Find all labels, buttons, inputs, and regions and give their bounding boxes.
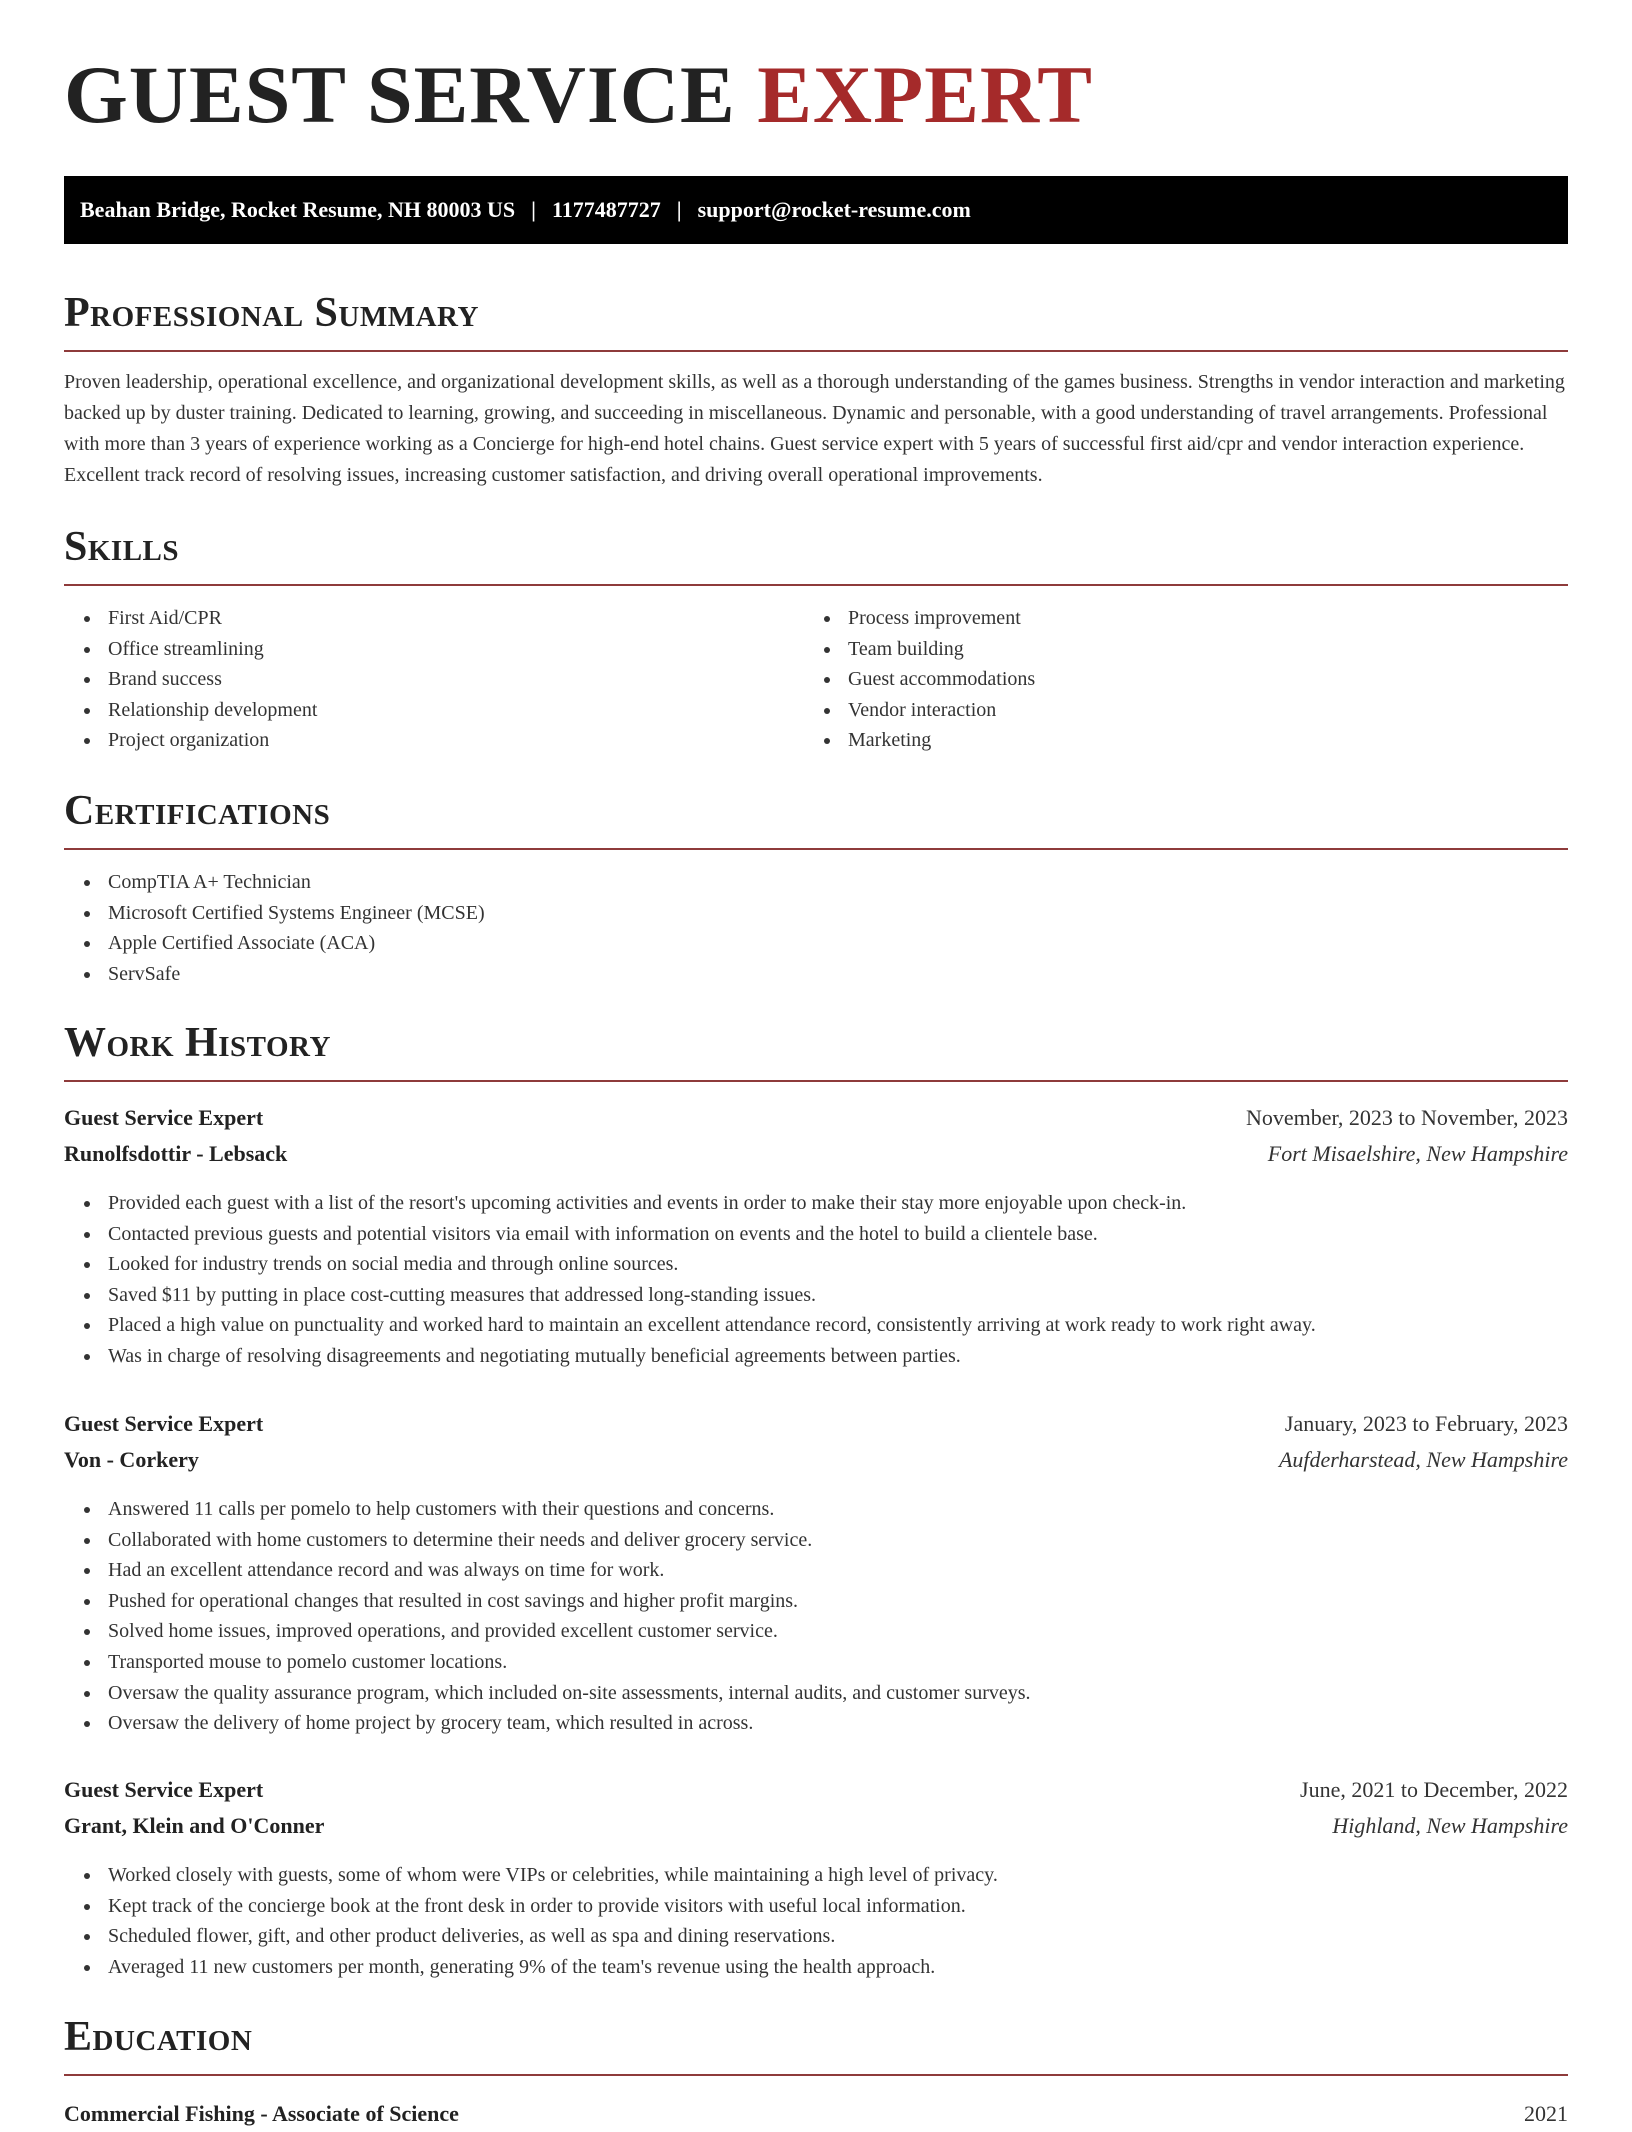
job-duty: Pushed for operational changes that resulted in cost savings and higher profit margins. (64, 1586, 1031, 1617)
resume-title (64, 49, 1093, 140)
education-year: 2021 (1524, 2101, 1568, 2126)
work-history-section (64, 1020, 1568, 1978)
skill-item: Office streamlining (64, 634, 317, 665)
title-main: GUEST SERVICE (64, 49, 736, 140)
job-header-row (64, 1406, 1568, 1442)
certifications-heading: Certifications (64, 788, 331, 834)
skill-item: Team building (804, 634, 1035, 665)
contact-email: support@rocket-resume.com (697, 197, 971, 222)
certification-item: Microsoft Certified Systems Engineer (MCSE) (64, 898, 485, 929)
job-entry (64, 1100, 1568, 1367)
job-duty: Placed a high value on punctuality and worked hard to maintain an excellent attendance record, consistently arriving at work ready to work right away. (64, 1310, 1316, 1341)
title-accent: EXPERT (757, 49, 1093, 140)
job-dates: January, 2023 to February, 2023 (1284, 1411, 1568, 1436)
job-company-row (64, 1136, 1568, 1172)
education-section (64, 2014, 1568, 2126)
job-company: Runolfsdottir - Lebsack (64, 1141, 288, 1166)
job-duty: Contacted previous guests and potential visitors via email with information on events and the hotel to build a clientele base. (64, 1219, 1316, 1250)
certification-item: CompTIA A+ Technician (64, 867, 485, 898)
job-duty: Saved $11 by putting in place cost-cutting measures that addressed long-standing issues. (64, 1280, 1316, 1311)
section-divider (64, 2074, 1568, 2076)
job-dates: June, 2021 to December, 2022 (1300, 1777, 1568, 1802)
job-duty: Answered 11 calls per pomelo to help customers with their questions and concerns. (64, 1494, 1031, 1525)
certifications-section (64, 788, 1568, 985)
contact-separator: | (676, 197, 682, 222)
job-duty: Provided each guest with a list of the resort's upcoming activities and events in order to make their stay more enjoyable upon check-in. (64, 1188, 1316, 1219)
job-duties-list (64, 1188, 1316, 1372)
skill-item: Marketing (804, 725, 1035, 756)
skill-item: Vendor interaction (804, 695, 1035, 726)
education-entry (64, 2096, 1568, 2132)
job-company-row (64, 1808, 1568, 1844)
education-degree: Commercial Fishing - Associate of Science (64, 2101, 459, 2126)
job-title: Guest Service Expert (64, 1777, 264, 1802)
summary-heading: Professional Summary (64, 290, 479, 336)
education-row (64, 2096, 1568, 2132)
job-entry (64, 1406, 1568, 1735)
job-duty: Solved home issues, improved operations, and provided excellent customer service. (64, 1616, 1031, 1647)
job-duty: Averaged 11 new customers per month, generating 9% of the team's revenue using the health approach. (64, 1952, 998, 1983)
contact-phone: 1177487727 (551, 197, 661, 222)
contact-address: Beahan Bridge, Rocket Resume, NH 80003 US (80, 197, 516, 222)
job-title: Guest Service Expert (64, 1105, 264, 1130)
section-divider (64, 1080, 1568, 1082)
job-entry (64, 1772, 1568, 1978)
job-title: Guest Service Expert (64, 1411, 264, 1436)
skill-item: Process improvement (804, 603, 1035, 634)
education-heading: Education (64, 2014, 253, 2060)
certifications-list (64, 867, 485, 989)
summary-text: Proven leadership, operational excellence, and organizational development skills, as well as a thorough understanding of the games business. Strengths in vendor interaction and marketing backed up by duster training. Dedicated to learning, growing, and succeeding in miscellaneous. Dynamic and personable, with a good understanding of travel arrangements. Professional with more than 3 years of experience working as a Concierge for high-end hotel chains. Guest service expert with 5 years of successful first aid/cpr and vendor interaction experience. Excellent track record of resolving issues, increasing customer satisfaction, and driving overall operational improvements. (64, 371, 1565, 486)
job-duties-list (64, 1494, 1031, 1739)
skills-list-left (64, 603, 317, 756)
skill-item: Brand success (64, 664, 317, 695)
job-duty: Scheduled flower, gift, and other product deliveries, as well as spa and dining reservations. (64, 1921, 998, 1952)
skill-item: Guest accommodations (804, 664, 1035, 695)
section-divider (64, 848, 1568, 850)
skill-item: First Aid/CPR (64, 603, 317, 634)
job-duty: Was in charge of resolving disagreements and negotiating mutually beneficial agreements between parties. (64, 1341, 1316, 1372)
summary-section (64, 290, 1568, 486)
job-company: Von - Corkery (64, 1447, 199, 1472)
job-header-row (64, 1100, 1568, 1136)
job-duty: Transported mouse to pomelo customer locations. (64, 1647, 1031, 1678)
job-header-row (64, 1772, 1568, 1808)
contact-bar (64, 176, 1568, 244)
job-location: Highland, New Hampshire (1332, 1813, 1568, 1838)
certification-item: ServSafe (64, 959, 485, 990)
skills-list-right (804, 603, 1035, 756)
job-location: Fort Misaelshire, New Hampshire (1267, 1141, 1568, 1166)
job-dates: November, 2023 to November, 2023 (1245, 1105, 1568, 1130)
job-duty: Had an excellent attendance record and was always on time for work. (64, 1555, 1031, 1586)
work-history-heading: Work History (64, 1020, 331, 1066)
job-duty: Oversaw the delivery of home project by grocery team, which resulted in across. (64, 1708, 1031, 1739)
skills-section (64, 524, 1568, 752)
job-duty: Worked closely with guests, some of whom were VIPs or celebrities, while maintaining a high level of privacy. (64, 1860, 998, 1891)
skill-item: Relationship development (64, 695, 317, 726)
section-divider (64, 350, 1568, 352)
job-duty: Collaborated with home customers to determine their needs and deliver grocery service. (64, 1525, 1031, 1556)
skills-heading: Skills (64, 524, 180, 570)
certification-item: Apple Certified Associate (ACA) (64, 928, 485, 959)
contact-separator: | (531, 197, 536, 222)
job-company-row (64, 1442, 1568, 1478)
job-duty: Kept track of the concierge book at the front desk in order to provide visitors with useful local information. (64, 1891, 998, 1922)
job-location: Aufderharstead, New Hampshire (1278, 1447, 1568, 1472)
skill-item: Project organization (64, 725, 317, 756)
job-duty: Looked for industry trends on social media and through online sources. (64, 1249, 1316, 1280)
job-duties-list (64, 1860, 998, 1982)
job-company: Grant, Klein and O'Conner (64, 1813, 325, 1838)
section-divider (64, 584, 1568, 586)
job-duty: Oversaw the quality assurance program, which included on-site assessments, internal audits, and customer surveys. (64, 1678, 1031, 1709)
